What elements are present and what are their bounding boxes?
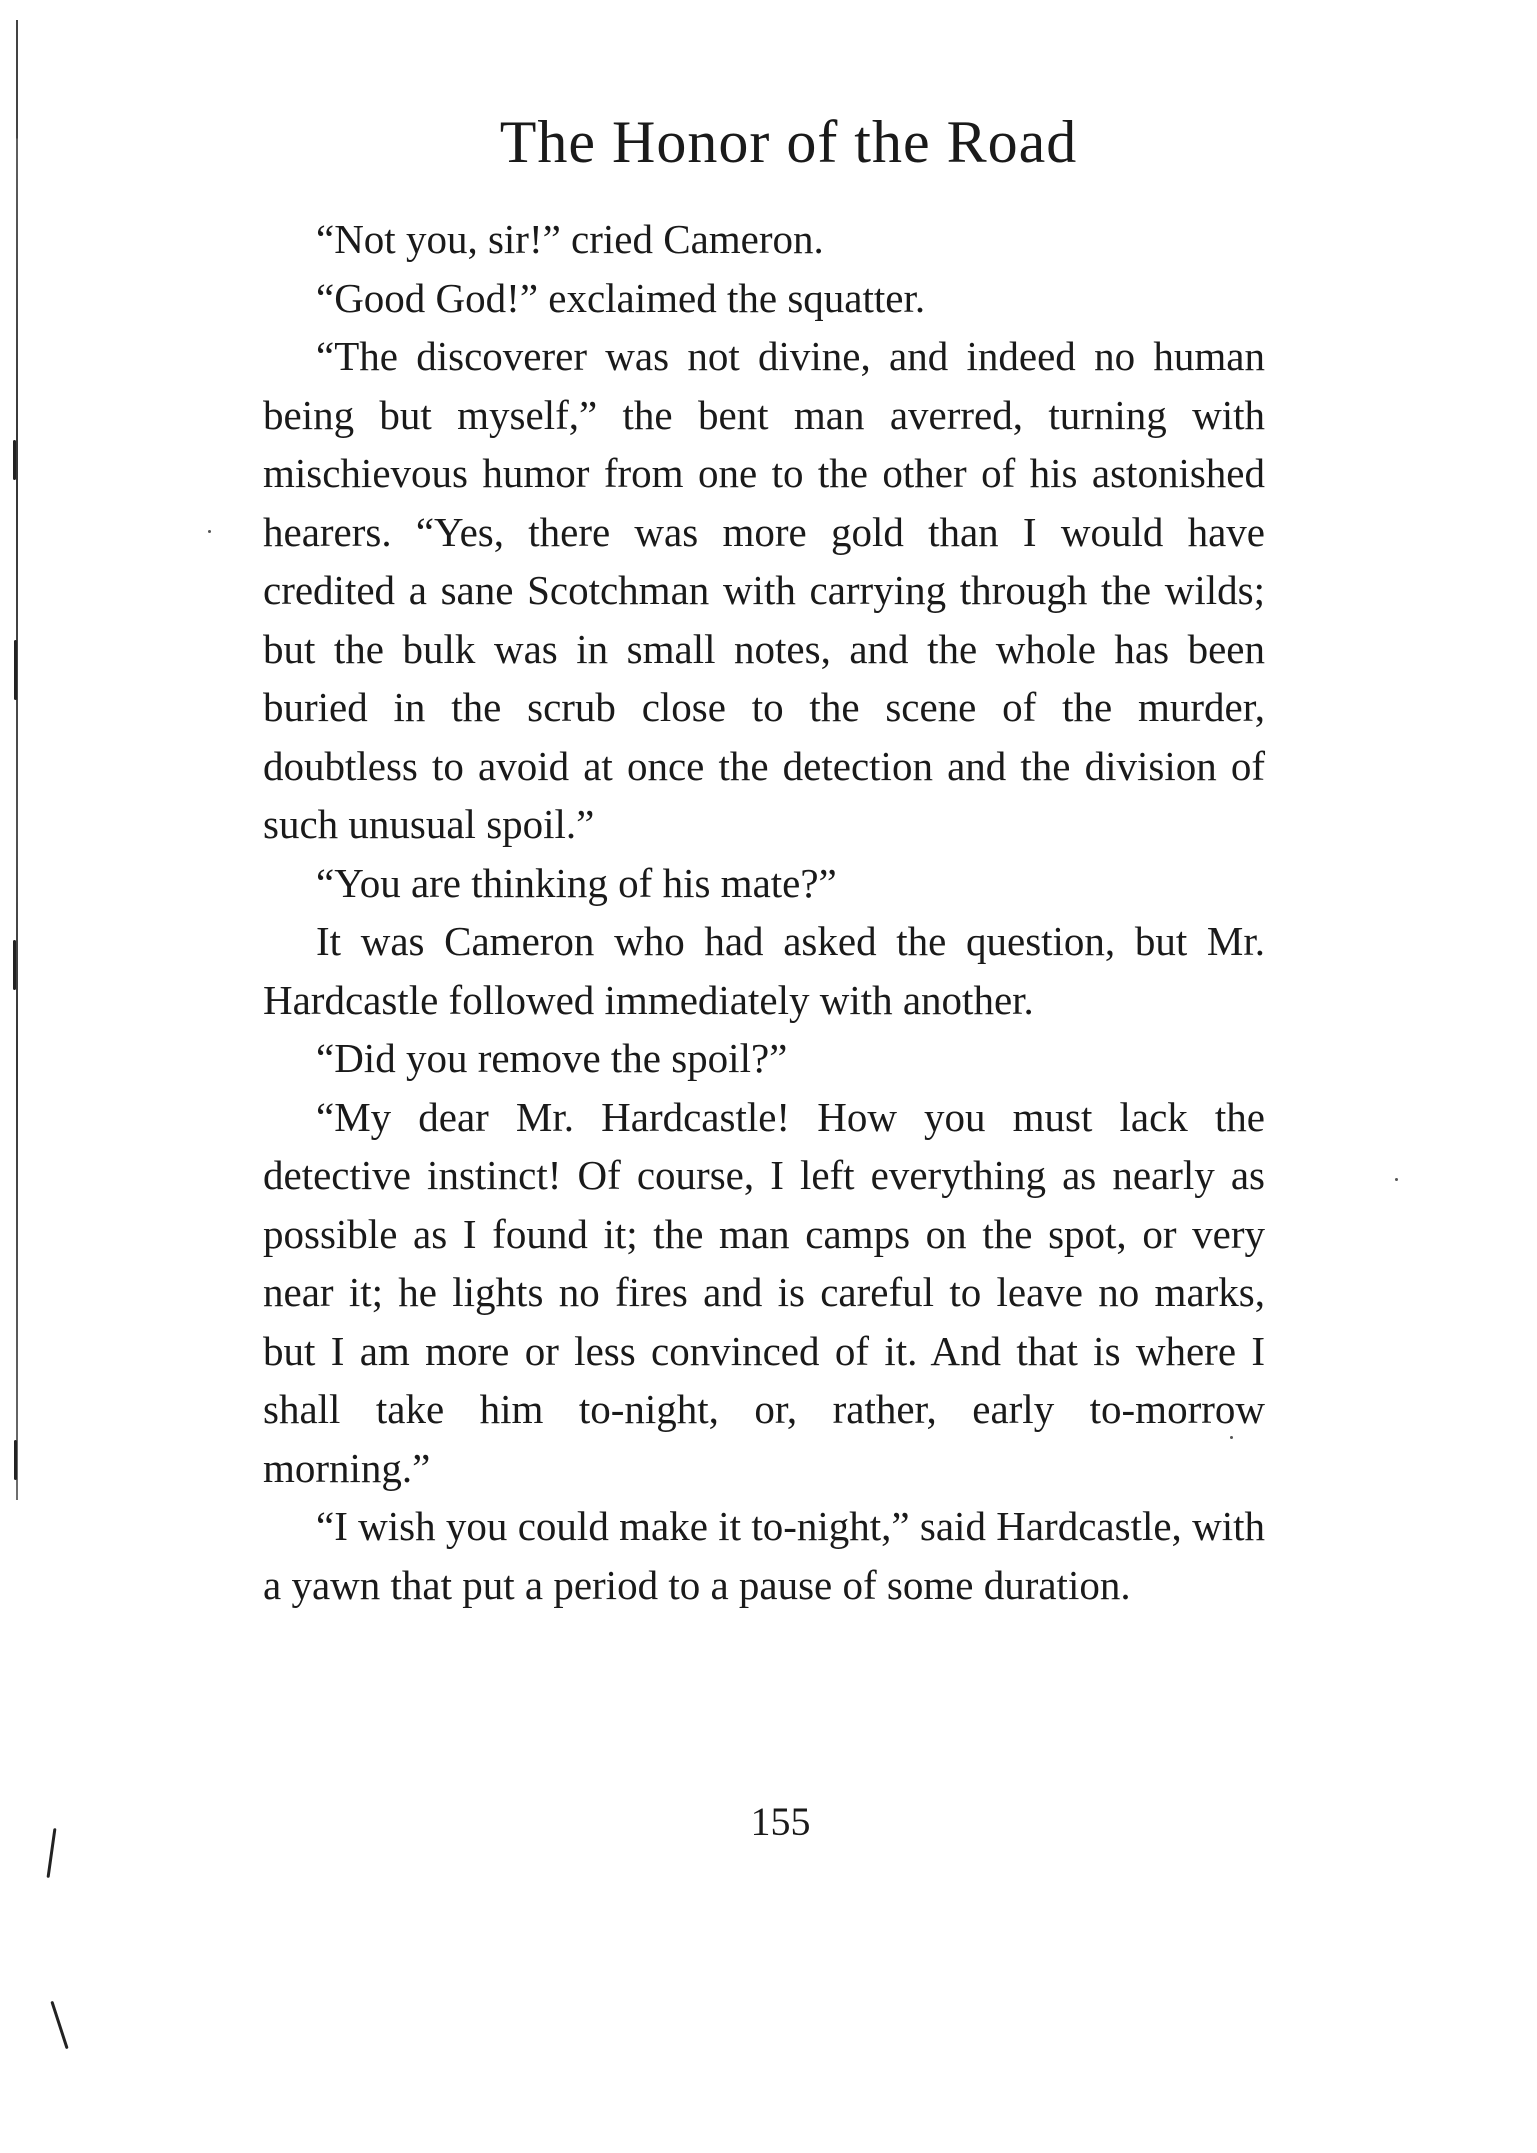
page-number: 155 [750, 1799, 811, 1844]
binding-mark [13, 940, 16, 990]
paragraph: “Good God!” exclaimed the squatter. [316, 274, 926, 321]
paragraph: “You are thinking of his mate?” [316, 859, 837, 906]
binding-mark [50, 2001, 68, 2049]
paper-speck [1395, 1178, 1398, 1181]
running-head: The Honor of the Road [499, 109, 1078, 175]
paragraph: “I wish you could make it to-night,” said Hardcastle, with a yawn that put a period to a pause of some duration. [263, 1503, 1265, 1608]
binding-mark [14, 1440, 17, 1480]
binding-mark [14, 640, 17, 700]
paragraph: “The discoverer was not divine, and indeed no human being but myself,” the bent man averred, turning with mischievous humor from one to the other of his astonished hearers. “Yes, there was more gold than I would have credited a sane Scotchman with carrying through the wilds; but the bulk was in small notes, and the whole has been buried in the scrub close to the scene of the murder, doubtless to avoid at once the detection and the division of such unusual spoil.” [263, 333, 1265, 847]
paper-speck [208, 530, 211, 533]
paragraph: “My dear Mr. Hardcastle! How you must lack the detective instinct! Of course, I left everything as nearly as possible as I found it; the man camps on the spot, or very near it; he lights no fires and is careful to leave no marks, but I am more or less convinced of it. And that is where I shall take him to-night, or, rather, early to-morrow morning.” [263, 1093, 1265, 1491]
binding-edge [16, 20, 18, 1500]
paragraph: “Not you, sir!” cried Cameron. [316, 216, 824, 262]
body-text [263, 210, 1265, 1614]
binding-mark [13, 440, 16, 480]
paragraph: “Did you remove the spoil?” [316, 1035, 788, 1081]
paragraph: It was Cameron who had asked the question, but Mr. Hardcastle followed immediately with another. [263, 918, 1265, 1023]
